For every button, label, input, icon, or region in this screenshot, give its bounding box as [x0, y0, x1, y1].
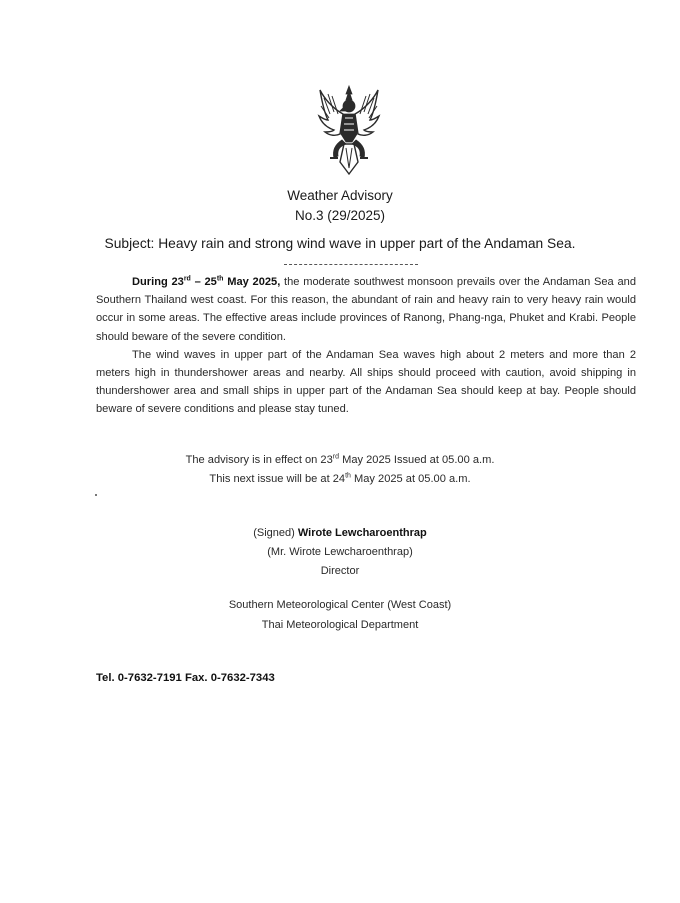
organization-block: [0, 596, 680, 635]
paragraph-1: [96, 273, 636, 346]
department-name: Thai Meteorological Department: [261, 618, 419, 631]
signature-block: [0, 524, 680, 581]
signer-full-name: (Mr. Wirote Lewcharoenthrap): [267, 546, 413, 558]
paragraph-1-text: the moderate southwest monsoon prevails over the Andaman Sea and Southern Thailand west coast. For this reason, the abundant of rain and heavy rain to very heavy rain would occur in some areas. The effective areas include provinces of Ranong, Phang-nga, Phuket and Krabi. People should beware of the severe condition.: [96, 276, 636, 343]
stray-mark: [95, 494, 97, 496]
effect-line-2: This next issue will be at 24th May 2025 at 05.00 a.m.: [209, 471, 471, 485]
period-lead: During 23rd – 25th May 2025,: [132, 275, 281, 288]
advisory-body: [96, 273, 636, 419]
advisory-title: Weather Advisory: [287, 188, 393, 203]
divider: [284, 264, 418, 265]
center-name: Southern Meteorological Center (West Coast): [228, 599, 452, 611]
advisory-subject: Subject: Heavy rain and strong wind wave in upper part of the Andaman Sea.: [104, 236, 576, 251]
paragraph-2: The wind waves in upper part of the Andaman Sea waves high about 2 meters and more than 2 meters high in thundershower areas and nearby. All ships should proceed with caution, avoid shipping in thundershower area and small ships in upper part of the Andaman Sea should keep at bay. People should beware of severe conditions and please stay tuned.: [96, 348, 636, 416]
signer-name: Wirote Lewcharoenthrap: [297, 527, 427, 539]
advisory-number: No.3 (29/2025): [294, 208, 386, 223]
signer-position: Director: [320, 565, 360, 577]
garuda-emblem-icon: [316, 84, 382, 176]
signed-line: (Signed) Wirote Lewcharoenthrap: [253, 527, 427, 539]
effect-line-1: The advisory is in effect on 23rd May 2025 Issued at 05.00 a.m.: [185, 453, 495, 466]
contact-line: Tel. 0-7632-7191 Fax. 0-7632-7343: [96, 672, 275, 684]
effective-period: [0, 451, 680, 488]
